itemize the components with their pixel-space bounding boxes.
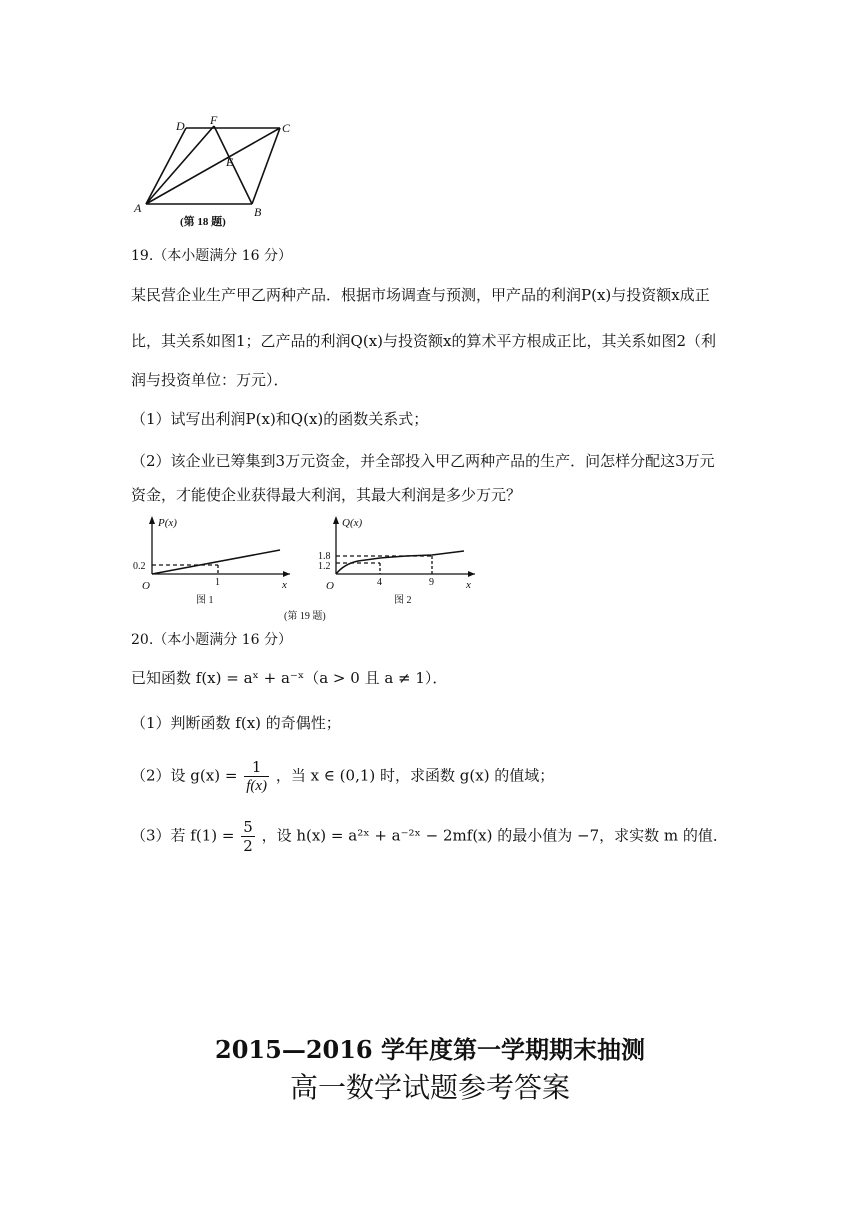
q20-header [131,630,292,650]
graph2-xtick-a: 4 [377,577,382,588]
q20-sub3-numerator: 5 [243,818,253,836]
q20-sub2-fraction [244,758,269,795]
graph2-ylabel: Q(x) [342,517,363,529]
q20-sub2-numerator: 1 [244,758,269,777]
figure-18-caption: (第 18 题) [180,216,226,228]
q19-line1: 某民营企业生产甲乙两种产品．根据市场调查与预测，甲产品的利润P(x)与投资额x成正 [131,286,710,304]
label-e: E [226,155,234,169]
q20-sub3-post: ，设 h(x) = a²ˣ + a⁻²ˣ − 2mf(x) 的最小值为 −7，求实数 m 的值． [261,826,728,845]
graph2-x-arrow [468,571,475,577]
label-a: A [134,201,142,215]
graph1-x-arrow [283,571,290,577]
graph1-y-arrow [149,516,155,524]
q19-line2: 比，其关系如图1；乙产品的利润Q(x)与投资额x的算术平方根成正比，其关系如图2（利 [131,332,717,350]
q19-line3: 润与投资单位：万元）． [131,371,289,389]
graph1-caption: 图 1 [196,595,214,606]
label-c: C [282,121,291,135]
q19-sub2-line1: （2）该企业已筹集到3万元资金，并全部投入甲乙两种产品的生产．问怎样分配这3万元 [131,452,715,470]
graph-2 [318,516,475,606]
q19-points: （本小题满分 16 分） [153,248,292,264]
q20-sub3-denominator: 2 [243,837,253,855]
q19-number: 19. [131,248,154,264]
label-f: F [210,113,218,127]
graph2-origin: O [326,580,334,592]
graph2-caption: 图 2 [394,595,412,606]
graph1-line [152,550,280,574]
q19-header [131,246,292,266]
figure-18 [128,112,303,230]
answer-title-line2: 高一数学试题参考答案 [289,1071,570,1104]
graph1-xlabel: x [282,579,287,591]
figure-19 [130,512,490,622]
graph2-ytick-hi: 1.8 [318,551,331,562]
edge-bc [252,128,280,204]
q20-sub2 [131,758,554,795]
graph1-ytick: 0.2 [133,561,146,572]
graph-1 [133,516,290,606]
figure-19-caption: (第 19 题) [284,611,326,622]
q20-sub2-pre: （2）设 g(x) = [131,766,238,785]
graph2-y-arrow [333,516,339,524]
q19-sub2-line2: 资金，才能使企业获得最大利润，其最大利润是多少万元？ [131,486,522,504]
q20-sub3-fraction [241,818,255,855]
graph2-ytick-lo: 1.2 [318,561,331,572]
label-d: D [176,119,185,133]
q20-sub3-pre: （3）若 f(1) = [131,826,235,845]
graph1-origin: O [142,580,150,592]
graph2-xlabel: x [466,579,471,591]
label-b: B [254,205,262,219]
q20-points: （本小题满分 16 分） [153,632,292,648]
q20-given: 已知函数 f(x) = aˣ + a⁻ˣ（a > 0 且 a ≠ 1）． [131,669,448,687]
q20-sub1: （1）判断函数 f(x) 的奇偶性； [131,714,341,732]
answer-title-line1: 2015—2016 学年度第一学期期末抽测 [215,1035,645,1064]
graph1-ylabel: P(x) [158,517,177,529]
graph2-xtick-b: 9 [429,577,434,588]
q20-sub2-denominator: f(x) [246,778,268,794]
q20-number: 20. [131,632,154,648]
graph1-xtick: 1 [215,577,220,588]
q19-sub1: （1）试写出利润P(x)和Q(x)的函数关系式； [131,410,429,428]
q20-sub2-post: ，当 x ∈ (0,1) 时，求函数 g(x) 的值域； [275,766,555,785]
graph2-curve [336,551,464,574]
q20-sub3 [131,818,728,855]
